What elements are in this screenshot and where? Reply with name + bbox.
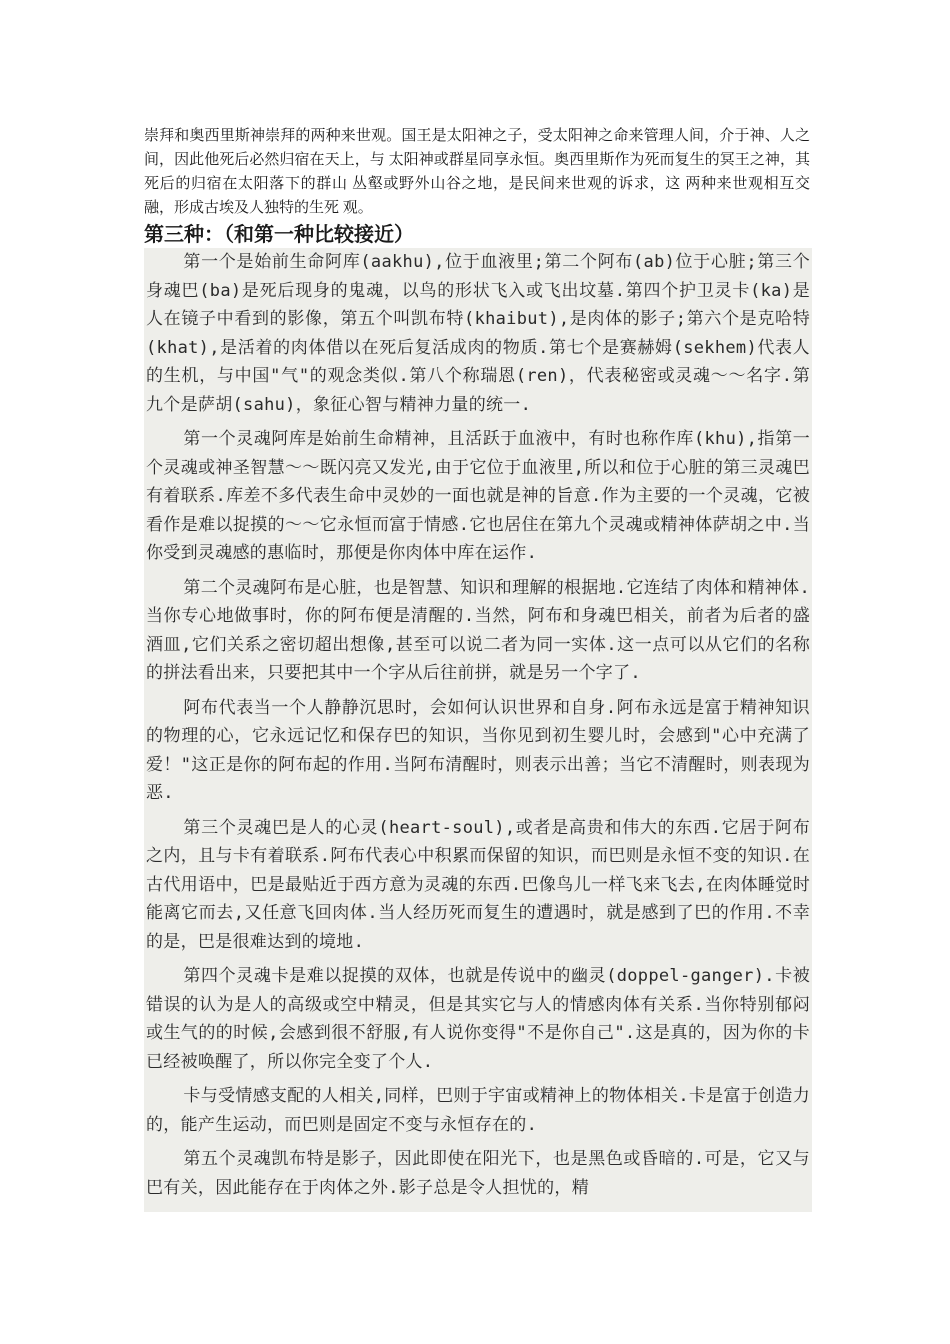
paragraph-4: 阿布代表当一个人静静沉思时，会如何认识世界和自身.阿布永远是富于精神知识的物理的心，它永远记忆和保存巴的知识，当你见到初生婴儿时，会感到"心中充满了爱！"这正是你的阿布起的作用.当阿布清醒时，则表示出善；当它不清醒时，则表现为恶. <box>146 697 810 803</box>
paragraph-7: 卡与受情感支配的人相关,同样，巴则于宇宙或精神上的物体相关.卡是富于创造力的，能产生运动，而巴则是固定不变与永恒存在的. <box>146 1086 810 1135</box>
paragraph-6: 第四个灵魂卡是难以捉摸的双体，也就是传说中的幽灵(doppel-ganger).卡被错误的认为是人的高级或空中精灵，但是其实它与人的情感肉体有关系.当你特别郁闷或生气的的时候,会感到很不舒服,有人说你变得"不是你自己".这是真的，因为你的卡已经被唤醒了，所以你完全变了个人. <box>146 966 810 1072</box>
paragraph-2: 第一个灵魂阿库是始前生命精神，且活跃于血液中，有时也称作库(khu),指第一个灵魂或神圣智慧～～既闪亮又发光,由于它位于血液里,所以和位于心脏的第三灵魂巴有着联系.库差不多代表生命中灵妙的一面也就是神的旨意.作为主要的一个灵魂，它被看作是难以捉摸的～～它永恒而富于情感.它也居住在第九个灵魂或精神体萨胡之中.当你受到灵魂感的惠临时，那便是你肉体中库在运作. <box>146 429 810 563</box>
shaded-text-block <box>144 248 812 1212</box>
paragraph-8: 第五个灵魂凯布特是影子，因此即使在阳光下，也是黑色或昏暗的.可是，它又与巴有关，因此能存在于肉体之外.影子总是令人担忧的，精 <box>146 1149 810 1198</box>
intro-paragraph: 崇拜和奥西里斯神崇拜的两种来世观。国王是太阳神之子，受太阳神之命来管理人间，介于神、人之间，因此他死后必然归宿在天上，与 太阳神或群星同享永恒。奥西里斯作为死而复生的冥王之神，其死后的归宿在太阳落下的群山 丛壑或野外山谷之地，是民间来世观的诉求，这 两种来世观相互交融，形成古埃及人独特的生死 观。 <box>144 128 810 216</box>
section-heading: 第三种：（和第一种比较接近） <box>144 222 414 246</box>
paragraph-5: 第三个灵魂巴是人的心灵(heart-soul),或者是高贵和伟大的东西.它居于阿布之内，且与卡有着联系.阿布代表心中积累而保留的知识，而巴则是永恒不变的知识.在古代用语中，巴是最贴近于西方意为灵魂的东西.巴像鸟儿一样飞来飞去,在肉体睡觉时能离它而去,又任意飞回肉体.当人经历死而复生的遭遇时，就是感到了巴的作用.不幸的是，巴是很难达到的境地. <box>146 817 810 952</box>
paragraph-3: 第二个灵魂阿布是心脏，也是智慧、知识和理解的根据地.它连结了肉体和精神体.当你专心地做事时，你的阿布便是清醒的.当然，阿布和身魂巴相关，前者为后者的盛酒皿,它们关系之密切超出想像,甚至可以说二者为同一实体.这一点可以从它们的名称的拼法看出来，只要把其中一个字从后往前拼，就是另一个字了. <box>146 577 810 683</box>
paragraph-1: 第一个是始前生命阿库(aakhu),位于血液里;第二个阿布(ab)位于心脏;第三个身魂巴(ba)是死后现身的鬼魂，以鸟的形状飞入或飞出坟墓.第四个护卫灵卡(ka)是人在镜子中看到的影像，第五个叫凯布特(khaibut),是肉体的影子;第六个是克哈特(khat),是活着的肉体借以在死后复活成肉的物质.第七个是赛赫姆(sekhem)代表人的生机，与中国"气"的观念类似.第八个称瑞恩(ren)，代表秘密或灵魂～～名字.第九个是萨胡(sahu)，象征心智与精神力量的统一. <box>146 252 810 415</box>
